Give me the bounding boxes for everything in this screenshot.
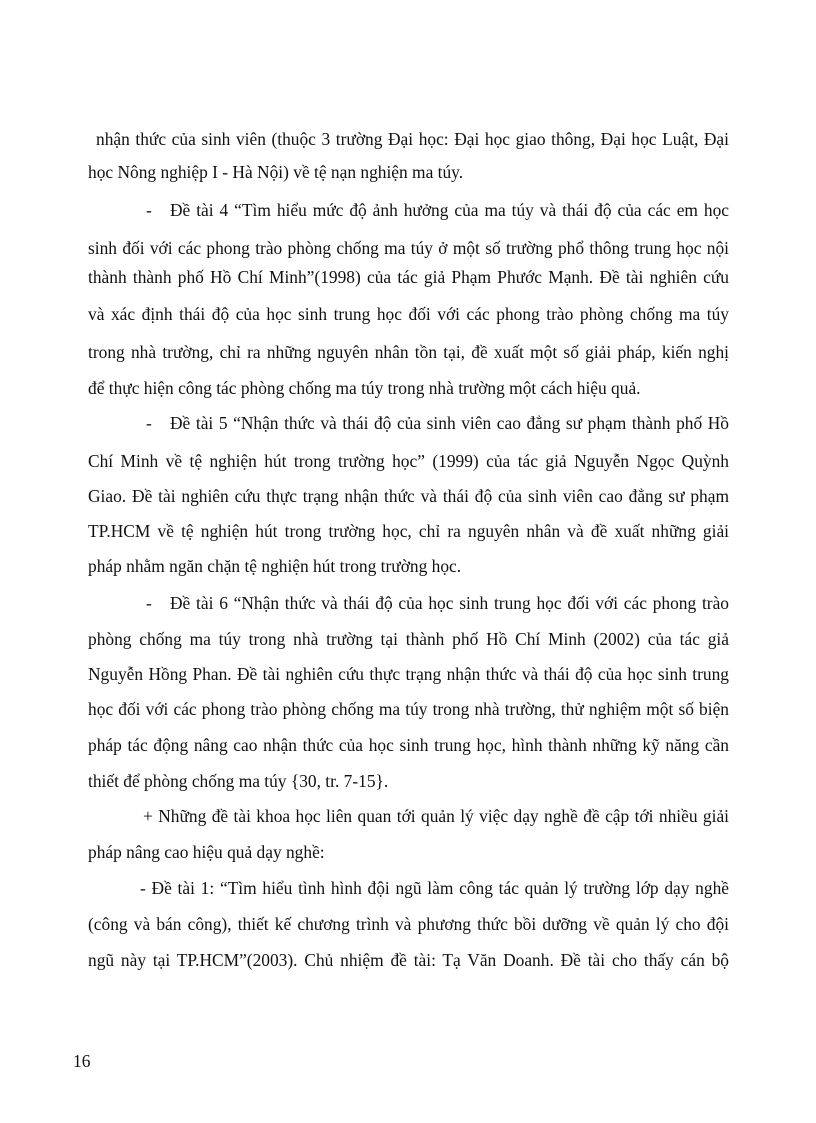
list-dash: -: [146, 200, 152, 220]
list-dash: -: [146, 593, 152, 613]
text-line: Giao. Đề tài nghiên cứu thực trạng nhận thức và thái độ của sinh viên cao đẳng sư phạm: [88, 486, 729, 506]
text-line: sinh đối với các phong trào phòng chống ma túy ở một số trường phổ thông trung học nội: [88, 238, 729, 258]
text-line: học Nông nghiệp I - Hà Nội) về tệ nạn nghiện ma túy.: [88, 162, 464, 182]
text-line: phòng chống ma túy trong nhà trường tại thành phố Hồ Chí Minh (2002) của tác giả: [88, 629, 729, 649]
text-line: Nguyễn Hồng Phan. Đề tài nghiên cứu thực trạng nhận thức và thái độ của học sinh trung: [88, 664, 729, 684]
text-line: Đề tài 6 “Nhận thức và thái độ của học sinh trung học đối với các phong trào: [170, 593, 729, 613]
text-line: thành thành phố Hồ Chí Minh”(1998) của tác giả Phạm Phước Mạnh. Đề tài nghiên cứu: [88, 267, 729, 287]
text-line: để thực hiện công tác phòng chống ma túy trong nhà trường một cách hiệu quả.: [88, 378, 641, 398]
list-dash: -: [146, 413, 152, 433]
text-line: pháp nâng cao hiệu quả dạy nghề:: [88, 842, 325, 862]
text-line: học đối với các phong trào phòng chống ma túy trong nhà trường, thử nghiệm một số biện: [88, 699, 729, 719]
page-number: 16: [73, 1051, 91, 1071]
text-line: Đề tài 4 “Tìm hiểu mức độ ảnh hưởng của ma túy và thái độ của các em học: [170, 200, 729, 220]
text-line: ngũ này tại TP.HCM”(2003). Chủ nhiệm đề tài: Tạ Văn Doanh. Đề tài cho thấy cán bộ: [88, 950, 729, 970]
text-line: - Đề tài 1: “Tìm hiểu tình hình đội ngũ làm công tác quản lý trường lớp dạy nghề: [140, 878, 729, 898]
text-line: nhận thức của sinh viên (thuộc 3 trường Đại học: Đại học giao thông, Đại học Luật, Đại: [96, 129, 729, 149]
text-line: trong nhà trường, chỉ ra những nguyên nhân tồn tại, đề xuất một số giải pháp, kiến nghị: [88, 342, 729, 362]
text-line: pháp tác động nâng cao nhận thức của học sinh trung học, hình thành những kỹ năng cần: [88, 735, 729, 755]
text-line: pháp nhằm ngăn chặn tệ nghiện hút trong trường học.: [88, 556, 462, 576]
text-line: + Những đề tài khoa học liên quan tới quản lý việc dạy nghề đề cập tới nhiều giải: [143, 806, 729, 826]
text-line: thiết để phòng chống ma túy {30, tr. 7-15}.: [88, 771, 389, 791]
text-line: và xác định thái độ của học sinh trung học đối với các phong trào phòng chống ma túy: [88, 304, 729, 324]
text-line: TP.HCM về tệ nghiện hút trong trường học, chỉ ra nguyên nhân và đề xuất những giải: [88, 521, 729, 541]
text-line: (công và bán công), thiết kế chương trình và phương thức bồi dưỡng về quản lý cho đội: [88, 914, 729, 934]
text-line: Đề tài 5 “Nhận thức và thái độ của sinh viên cao đẳng sư phạm thành phố Hồ: [170, 413, 729, 433]
text-line: Chí Minh về tệ nghiện hút trong trường học” (1999) của tác giả Nguyễn Ngọc Quỳnh: [88, 451, 729, 471]
